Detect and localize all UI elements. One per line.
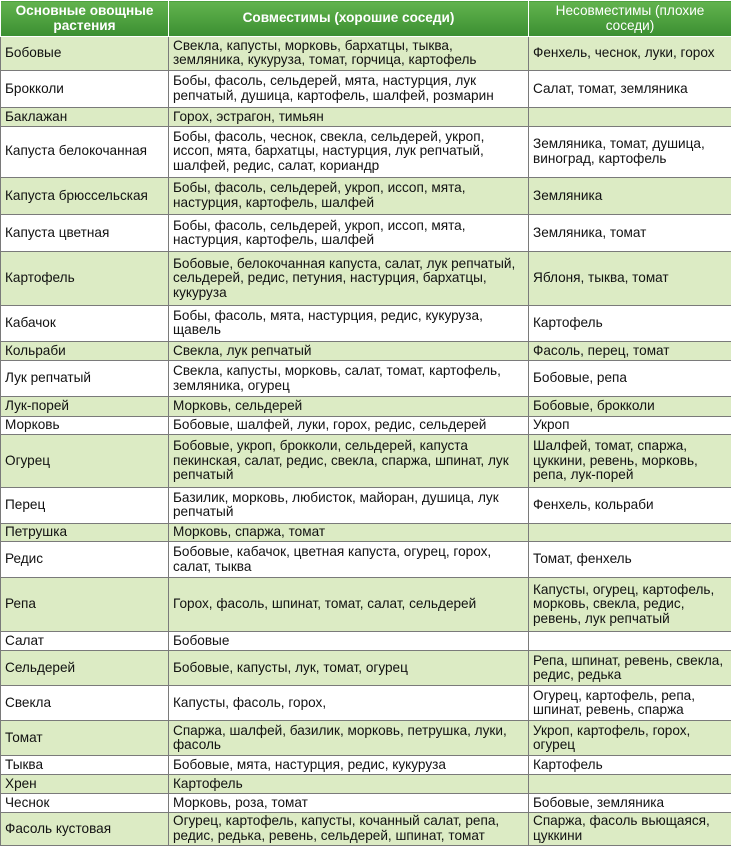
plant-cell: Репа	[1, 578, 169, 632]
table-row	[1, 215, 731, 252]
bad-neighbors-cell: Укроп, картофель, горох, огурец	[529, 721, 731, 756]
good-neighbors-cell: Бобы, фасоль, сельдерей, укроп, иссоп, мята, настурция, картофель, шалфей	[169, 177, 529, 214]
good-neighbors-cell: Бобы, фасоль, сельдерей, укроп, иссоп, мята, настурция, картофель, шалфей	[169, 215, 529, 252]
plant-cell: Кабачок	[1, 305, 169, 341]
plant-cell: Хрен	[1, 774, 169, 794]
bad-neighbors-cell: Картофель	[529, 756, 731, 775]
good-neighbors-cell: Бобовые, капусты, лук, томат, огурец	[169, 651, 529, 686]
bad-neighbors-cell	[529, 774, 731, 794]
bad-neighbors-cell: Фенхель, чеснок, луки, горох	[529, 37, 731, 71]
bad-neighbors-cell: Огурец, картофель, репа, шпинат, ревень, спаржа	[529, 686, 731, 721]
bad-neighbors-cell: Капусты, огурец, картофель, морковь, свекла, редис, ревень, лук репчатый	[529, 578, 731, 632]
bad-neighbors-cell: Фасоль, перец, томат	[529, 341, 731, 361]
good-neighbors-cell: Бобовые, белокочанная капуста, салат, лук репчатый, сельдерей, редис, петуния, настурция, бархатцы, кукуруза	[169, 252, 529, 306]
table-row	[1, 416, 731, 435]
plant-cell: Морковь	[1, 416, 169, 435]
good-neighbors-cell: Спаржа, шалфей, базилик, морковь, петрушка, луки, фасоль	[169, 721, 529, 756]
bad-neighbors-cell: Укроп	[529, 416, 731, 435]
bad-neighbors-cell: Бобовые, земляника	[529, 794, 731, 813]
table-row	[1, 774, 731, 794]
table-row	[1, 37, 731, 71]
plant-cell: Свекла	[1, 686, 169, 721]
good-neighbors-cell: Бобы, фасоль, чеснок, свекла, сельдерей, укроп, иссоп, мята, бархатцы, настурция, лук репчатый, шалфей, редис, салат, кориандр	[169, 126, 529, 177]
table-row	[1, 631, 731, 651]
bad-neighbors-cell: Земляника, томат, душица, виноград, картофель	[529, 126, 731, 177]
table-row	[1, 305, 731, 341]
good-neighbors-cell: Огурец, картофель, капусты, кочанный салат, репа, редис, редька, ревень, сельдерей, шпинат, томат	[169, 812, 529, 845]
plant-cell: Капуста цветная	[1, 215, 169, 252]
table-row	[1, 651, 731, 686]
plant-cell: Чеснок	[1, 794, 169, 813]
bad-neighbors-cell: Бобовые, брокколи	[529, 397, 731, 417]
plant-cell: Огурец	[1, 435, 169, 487]
bad-neighbors-cell	[529, 523, 731, 542]
good-neighbors-cell: Морковь, роза, томат	[169, 794, 529, 813]
good-neighbors-cell: Капусты, фасоль, горох,	[169, 686, 529, 721]
good-neighbors-cell: Горох, фасоль, шпинат, томат, салат, сельдерей	[169, 578, 529, 632]
plant-cell: Бобовые	[1, 37, 169, 71]
table-row	[1, 435, 731, 487]
header-bad-neighbors: Несовместимы (плохие соседи)	[529, 1, 731, 37]
bad-neighbors-cell: Земляника, томат	[529, 215, 731, 252]
table-row	[1, 523, 731, 542]
plant-cell: Брокколи	[1, 70, 169, 107]
plant-cell: Баклажан	[1, 108, 169, 127]
plant-cell: Кольраби	[1, 341, 169, 361]
header-row	[1, 1, 731, 37]
table-row	[1, 578, 731, 632]
table-row	[1, 397, 731, 417]
table-row	[1, 812, 731, 845]
table-row	[1, 70, 731, 107]
good-neighbors-cell: Горох, эстрагон, тимьян	[169, 108, 529, 127]
plant-cell: Сельдерей	[1, 651, 169, 686]
good-neighbors-cell: Бобовые, мята, настурция, редис, кукуруза	[169, 756, 529, 775]
good-neighbors-cell: Свекла, капусты, морковь, салат, томат, картофель, земляника, огурец	[169, 361, 529, 397]
plant-cell: Фасоль кустовая	[1, 812, 169, 845]
bad-neighbors-cell: Спаржа, фасоль вьющаяся, цуккини	[529, 812, 731, 845]
plant-cell: Тыква	[1, 756, 169, 775]
good-neighbors-cell: Картофель	[169, 774, 529, 794]
bad-neighbors-cell: Салат, томат, земляника	[529, 70, 731, 107]
bad-neighbors-cell: Картофель	[529, 305, 731, 341]
plant-cell: Томат	[1, 721, 169, 756]
bad-neighbors-cell	[529, 631, 731, 651]
bad-neighbors-cell: Фенхель, кольраби	[529, 487, 731, 523]
bad-neighbors-cell: Бобовые, репа	[529, 361, 731, 397]
bad-neighbors-cell: Томат, фенхель	[529, 542, 731, 578]
bad-neighbors-cell: Яблоня, тыква, томат	[529, 252, 731, 306]
table-row	[1, 108, 731, 127]
table-row	[1, 361, 731, 397]
good-neighbors-cell: Бобовые, кабачок, цветная капуста, огурец, горох, салат, тыква	[169, 542, 529, 578]
bad-neighbors-cell	[529, 108, 731, 127]
plant-cell: Лук репчатый	[1, 361, 169, 397]
bad-neighbors-cell: Шалфей, томат, спаржа, цуккини, ревень, морковь, репа, лук-порей	[529, 435, 731, 487]
good-neighbors-cell: Бобы, фасоль, сельдерей, мята, настурция, лук репчатый, душица, картофель, шалфей, розмарин	[169, 70, 529, 107]
header-plant: Основные овощные растения	[1, 1, 169, 37]
table-row	[1, 177, 731, 214]
good-neighbors-cell: Свекла, лук репчатый	[169, 341, 529, 361]
plant-cell: Перец	[1, 487, 169, 523]
good-neighbors-cell: Свекла, капусты, морковь, бархатцы, тыква, земляника, кукуруза, томат, горчица, картофель	[169, 37, 529, 71]
header-good-neighbors: Совместимы (хорошие соседи)	[169, 1, 529, 37]
table-row	[1, 341, 731, 361]
table-row	[1, 756, 731, 775]
table-row	[1, 252, 731, 306]
plant-cell: Капуста брюссельская	[1, 177, 169, 214]
plant-cell: Картофель	[1, 252, 169, 306]
table-row	[1, 126, 731, 177]
plant-cell: Капуста белокочанная	[1, 126, 169, 177]
bad-neighbors-cell: Земляника	[529, 177, 731, 214]
good-neighbors-cell: Морковь, спаржа, томат	[169, 523, 529, 542]
table-row	[1, 721, 731, 756]
good-neighbors-cell: Морковь, сельдерей	[169, 397, 529, 417]
plant-cell: Лук-порей	[1, 397, 169, 417]
good-neighbors-cell: Бобы, фасоль, мята, настурция, редис, кукуруза, щавель	[169, 305, 529, 341]
good-neighbors-cell: Бобовые, укроп, брокколи, сельдерей, капуста пекинская, салат, редис, свекла, спаржа, шпинат, лук репчатый	[169, 435, 529, 487]
table-row	[1, 794, 731, 813]
plant-cell: Салат	[1, 631, 169, 651]
bad-neighbors-cell: Репа, шпинат, ревень, свекла, редис, редька	[529, 651, 731, 686]
table-row	[1, 487, 731, 523]
good-neighbors-cell: Бобовые	[169, 631, 529, 651]
table-row	[1, 686, 731, 721]
table-row	[1, 542, 731, 578]
plant-cell: Редис	[1, 542, 169, 578]
good-neighbors-cell: Базилик, морковь, любисток, майоран, душица, лук репчатый	[169, 487, 529, 523]
good-neighbors-cell: Бобовые, шалфей, луки, горох, редис, сельдерей	[169, 416, 529, 435]
plant-cell: Петрушка	[1, 523, 169, 542]
